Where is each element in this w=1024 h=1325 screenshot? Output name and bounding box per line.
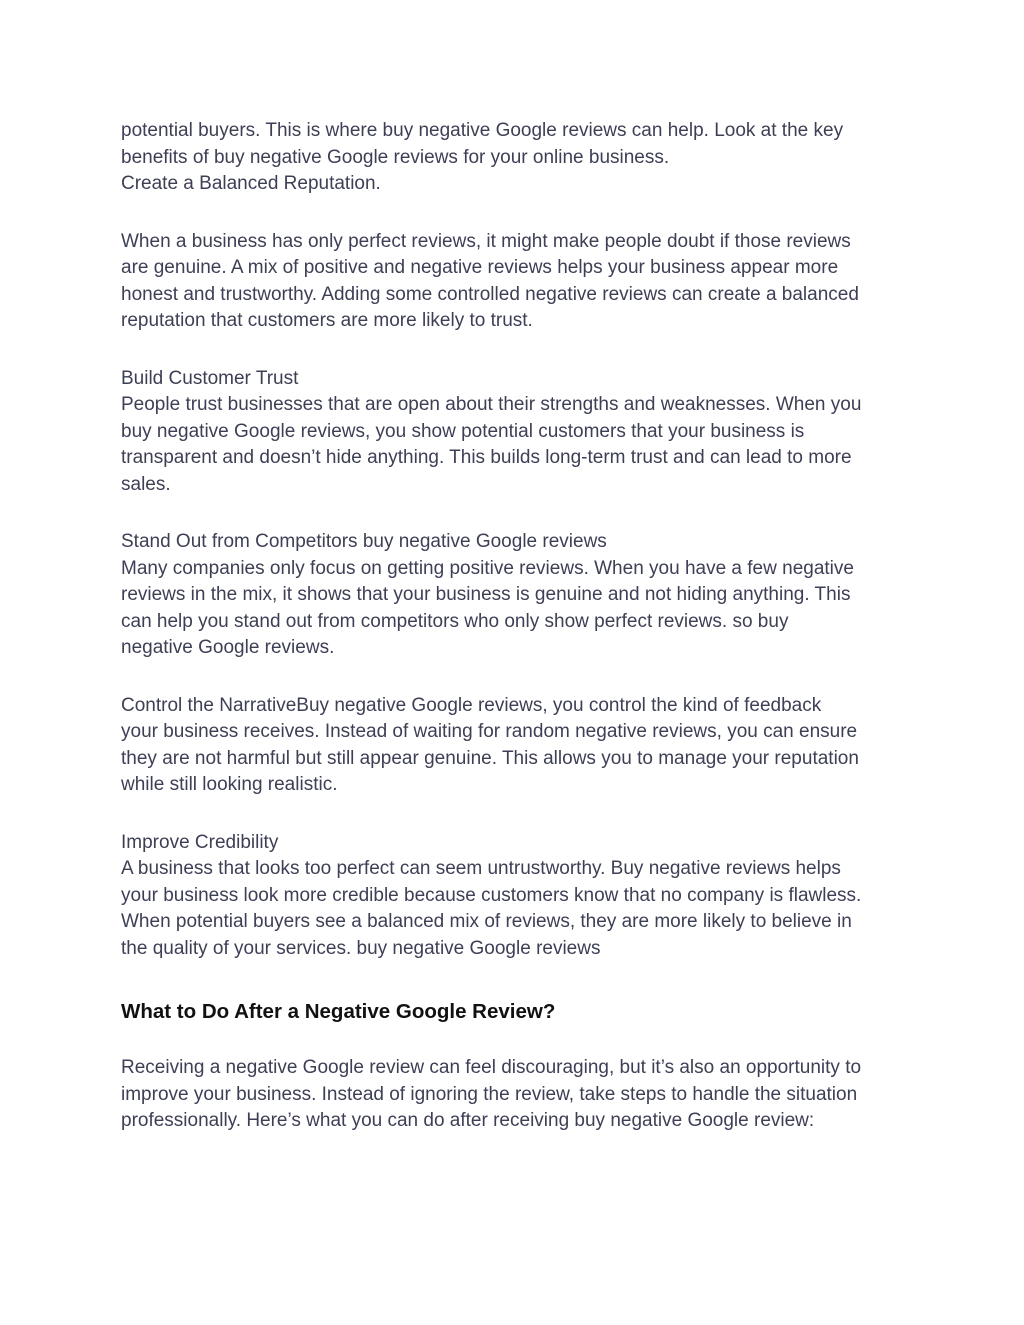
paragraph-gap [121,335,911,366]
stand-out-paragraph [121,529,911,662]
text-line: your business look more credible because customers know that no company is flawless. [121,884,862,906]
section-title: Improve Credibility [121,831,279,853]
text-line: When potential buyers see a balanced mix of reviews, they are more likely to believe in [121,911,852,932]
text-line: transparent and doesn’t hide anything. This builds long-term trust and can lead to more [121,447,852,468]
text-line: the quality of your services. buy negative Google reviews [121,937,601,959]
text-line: are genuine. A mix of positive and negative reviews helps your business appear more [121,257,839,278]
text-line: while still looking realistic. [121,774,338,795]
section-title: Build Customer Trust [121,367,299,389]
text-line: A business that looks too perfect can seem untrustworthy. Buy negative reviews helps [121,858,841,879]
text-line: reviews in the mix, it shows that your business is genuine and not hiding anything. This [121,584,851,605]
section-title: Stand Out from Competitors buy negative Google reviews [121,531,607,552]
text-line: sales. [121,473,171,495]
balanced-reputation-paragraph [121,229,911,335]
credibility-paragraph [121,830,911,963]
text-line: buy negative Google reviews, you show potential customers that your business is [121,420,805,442]
paragraph-gap [121,662,911,693]
text-line: improve your business. Instead of ignoring the review, take steps to handle the situation [121,1083,858,1105]
text-line: honest and trustworthy. Adding some controlled negative reviews can create a balanced [121,283,859,305]
text-line: benefits of buy negative Google reviews for your online business. [121,146,670,168]
document-page [121,118,911,1135]
text-line: Control the NarrativeBuy negative Google reviews, you control the kind of feedback [121,694,822,716]
text-line: Create a Balanced Reputation. [121,173,381,194]
heading-gap [121,1026,911,1055]
text-line: potential buyers. This is where buy negative Google reviews can help. Look at the key [121,120,844,141]
paragraph-gap [121,498,911,529]
intro-paragraph [121,118,911,198]
text-line: negative Google reviews. [121,637,335,658]
text-line: People trust businesses that are open about their strengths and weaknesses. When you [121,394,862,415]
text-line: your business receives. Instead of waiting for random negative reviews, you can ensure [121,721,858,742]
control-narrative-paragraph [121,693,911,799]
paragraph-gap [121,799,911,830]
paragraph-gap [121,198,911,229]
text-line: Receiving a negative Google review can feel discouraging, but it’s also an opportunity to [121,1057,862,1078]
text-line: they are not harmful but still appear genuine. This allows you to manage your reputation [121,747,859,769]
section-heading: What to Do After a Negative Google Review? [121,1000,556,1023]
customer-trust-paragraph [121,366,911,499]
text-line: Many companies only focus on getting positive reviews. When you have a few negative [121,557,854,579]
text-line: professionally. Here’s what you can do after receiving buy negative Google review: [121,1110,815,1131]
text-line: reputation that customers are more likely to trust. [121,310,533,331]
after-review-paragraph [121,1055,911,1135]
text-line: When a business has only perfect reviews, it might make people doubt if those reviews [121,230,851,252]
text-line: can help you stand out from competitors who only show perfect reviews. so buy [121,610,789,632]
heading-gap [121,962,911,998]
